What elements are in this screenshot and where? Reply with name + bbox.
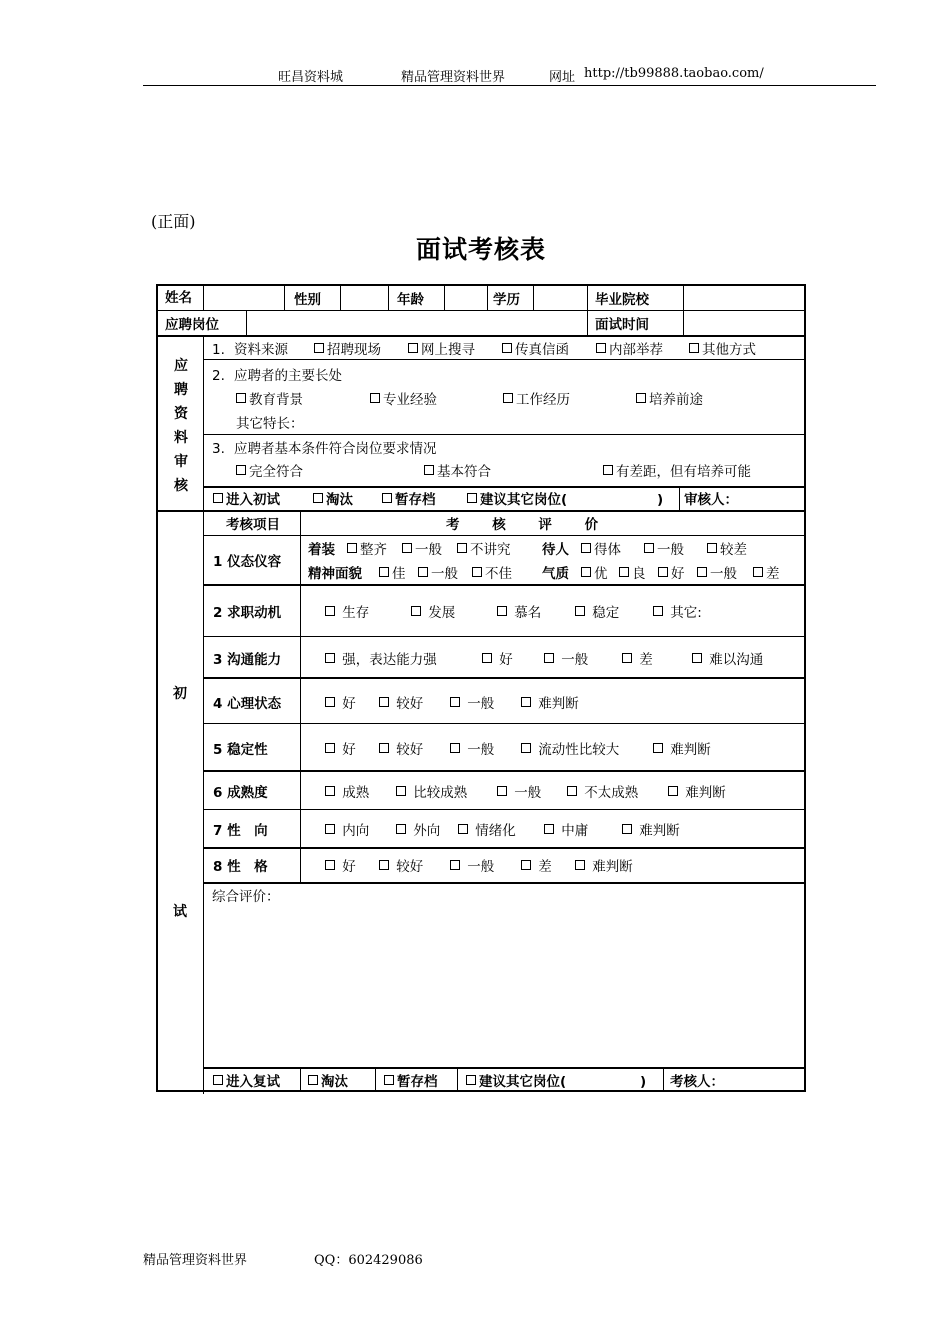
item-option[interactable]: 一般 <box>450 696 494 712</box>
review-decision[interactable]: 暂存档 <box>382 492 436 508</box>
checkbox-icon <box>213 1075 223 1085</box>
checkbox-icon <box>753 567 763 577</box>
checkbox-icon <box>325 860 335 870</box>
checkbox-icon <box>497 786 507 796</box>
checkbox-icon <box>408 343 418 353</box>
footer-left: 精品管理资料世界 <box>143 1253 248 1268</box>
item-option[interactable]: 不太成熟 <box>567 785 638 801</box>
q1-option[interactable]: 其他方式 <box>689 342 756 358</box>
checkbox-icon <box>450 743 460 753</box>
checkbox-icon <box>619 567 629 577</box>
q2-option[interactable]: 培养前途 <box>636 392 703 408</box>
checkbox-icon <box>457 543 467 553</box>
manner-option[interactable]: 较差 <box>707 542 747 558</box>
checkbox-icon <box>396 786 406 796</box>
review-section-label: 应 聘 资 料 审 核 <box>174 358 188 494</box>
checkbox-icon <box>521 860 531 870</box>
item-option[interactable]: 好 <box>482 652 513 668</box>
checkbox-icon <box>575 606 585 616</box>
q2-other-label: 其它特长： <box>236 416 304 432</box>
checkbox-icon <box>379 743 389 753</box>
summary-field[interactable] <box>208 908 800 1060</box>
q2-number: 2. <box>212 368 225 384</box>
item-option[interactable]: 难判断 <box>653 742 711 758</box>
checkbox-icon <box>467 493 477 503</box>
header-slogan: 精品管理资料世界 <box>401 70 506 85</box>
reviewer-label: 审核人： <box>684 492 738 508</box>
item-option[interactable]: 其它: <box>653 605 702 621</box>
item-label: 8 性 格 <box>213 859 268 875</box>
q1-number: 1. <box>212 342 225 358</box>
dress-option[interactable]: 不讲究 <box>457 542 511 558</box>
checkbox-icon <box>313 493 323 503</box>
checkbox-icon <box>689 343 699 353</box>
spirit-label: 精神面貌 <box>308 566 362 582</box>
checkbox-icon <box>379 860 389 870</box>
temper-option[interactable]: 优 <box>581 566 608 582</box>
item-option[interactable]: 一般 <box>450 742 494 758</box>
checkbox-icon <box>544 653 554 663</box>
item-option[interactable]: 好 <box>325 696 356 712</box>
item-option[interactable]: 流动性比较大 <box>521 742 619 758</box>
item-option[interactable]: 一般 <box>544 652 588 668</box>
item-option[interactable]: 强，表达能力强 <box>325 652 437 668</box>
checkbox-icon <box>692 653 702 663</box>
spirit-option[interactable]: 一般 <box>418 566 458 582</box>
item-option[interactable]: 一般 <box>497 785 541 801</box>
checkbox-icon <box>314 343 324 353</box>
col-header-eval: 考 核 评 价 <box>446 517 613 533</box>
checkbox-icon <box>450 697 460 707</box>
interview-form <box>156 284 806 1092</box>
checkbox-icon <box>325 743 335 753</box>
checkbox-icon <box>384 1075 394 1085</box>
checkbox-icon <box>213 493 223 503</box>
spirit-option[interactable]: 佳 <box>379 566 406 582</box>
item-option[interactable]: 差 <box>622 652 653 668</box>
checkbox-icon <box>411 606 421 616</box>
checkbox-icon <box>472 567 482 577</box>
checkbox-icon <box>325 606 335 616</box>
checkbox-icon <box>668 786 678 796</box>
checkbox-icon <box>325 653 335 663</box>
dress-label: 着装 <box>308 542 335 558</box>
checkbox-icon <box>653 606 663 616</box>
q3-option[interactable]: 完全符合 <box>236 464 303 480</box>
item-option[interactable]: 难以沟通 <box>692 652 763 668</box>
item-option[interactable]: 稳定 <box>575 605 619 621</box>
review-suggest-close: ) <box>657 492 664 508</box>
q1-option[interactable]: 传真信函 <box>502 342 569 358</box>
form-title: 面试考核表 <box>415 235 546 264</box>
checkbox-icon <box>544 824 554 834</box>
q1-option[interactable]: 网上搜寻 <box>408 342 475 358</box>
summary-label: 综合评价： <box>212 889 280 905</box>
interviewer-label: 考核人： <box>670 1074 724 1090</box>
checkbox-icon <box>653 743 663 753</box>
item-option[interactable]: 好 <box>325 742 356 758</box>
item-option[interactable]: 比较成熟 <box>396 785 467 801</box>
checkbox-icon <box>575 860 585 870</box>
item-option[interactable]: 难判断 <box>521 696 579 712</box>
item-option[interactable]: 发展 <box>411 605 455 621</box>
checkbox-icon <box>396 824 406 834</box>
item-option[interactable]: 情绪化 <box>458 823 516 839</box>
spirit-option[interactable]: 不佳 <box>472 566 512 582</box>
interview-decision[interactable]: 暂存档 <box>384 1074 438 1090</box>
item-option[interactable]: 内向 <box>325 823 369 839</box>
checkbox-icon <box>503 393 513 403</box>
item-label: 1 仪态仪容 <box>213 554 282 570</box>
checkbox-icon <box>236 393 246 403</box>
item-option[interactable]: 较好 <box>379 742 423 758</box>
checkbox-icon <box>458 824 468 834</box>
item-label: 5 稳定性 <box>213 742 268 758</box>
checkbox-icon <box>521 743 531 753</box>
col-header-item: 考核项目 <box>226 517 280 533</box>
item-option[interactable]: 生存 <box>325 605 369 621</box>
interview-section-char: 初 <box>173 686 187 702</box>
checkbox-icon <box>347 543 357 553</box>
checkbox-icon <box>370 393 380 403</box>
checkbox-icon <box>603 465 613 475</box>
q1-option[interactable]: 招聘现场 <box>314 342 381 358</box>
q3-number: 3. <box>212 441 225 457</box>
checkbox-icon <box>497 606 507 616</box>
item-label: 7 性 向 <box>213 823 268 839</box>
temper-option[interactable]: 良 <box>619 566 646 582</box>
checkbox-icon <box>521 697 531 707</box>
q2-option[interactable]: 工作经历 <box>503 392 570 408</box>
checkbox-icon <box>697 567 707 577</box>
manner-option[interactable]: 一般 <box>644 542 684 558</box>
checkbox-icon <box>382 493 392 503</box>
checkbox-icon <box>450 860 460 870</box>
q3-option[interactable]: 基本符合 <box>424 464 491 480</box>
checkbox-icon <box>567 786 577 796</box>
item-option[interactable]: 好 <box>325 859 356 875</box>
q1-text: 资料来源 <box>234 342 288 358</box>
checkbox-icon <box>622 653 632 663</box>
checkbox-icon <box>325 697 335 707</box>
item-option[interactable]: 难判断 <box>575 859 633 875</box>
item-option[interactable]: 较好 <box>379 696 423 712</box>
item-option[interactable]: 外向 <box>396 823 440 839</box>
temper-option[interactable]: 一般 <box>697 566 737 582</box>
checkbox-icon <box>636 393 646 403</box>
item-option[interactable]: 难判断 <box>668 785 726 801</box>
checkbox-icon <box>581 567 591 577</box>
checkbox-icon <box>424 465 434 475</box>
interview-suggest[interactable]: 建议其它岗位( <box>466 1074 566 1090</box>
header-url-label: 网址 <box>549 70 576 85</box>
checkbox-icon <box>502 343 512 353</box>
header-shop: 旺昌资料城 <box>278 70 344 85</box>
review-suggest[interactable]: 建议其它岗位( <box>467 492 567 508</box>
header-url[interactable]: http://tb99888.taobao.com/ <box>584 66 764 81</box>
school-label: 毕业院校 <box>595 292 649 308</box>
checkbox-icon <box>325 824 335 834</box>
checkbox-icon <box>707 543 717 553</box>
position-label: 应聘岗位 <box>165 317 219 333</box>
interview-decision[interactable]: 进入复试 <box>213 1074 280 1090</box>
item-option[interactable]: 较好 <box>379 859 423 875</box>
header-divider <box>143 85 876 86</box>
dress-option[interactable]: 一般 <box>402 542 442 558</box>
manner-label: 待人 <box>542 542 569 558</box>
q3-text: 应聘者基本条件符合岗位要求情况 <box>234 441 437 457</box>
gender-label: 性别 <box>294 292 321 308</box>
age-label: 年龄 <box>397 292 424 308</box>
name-label: 姓名 <box>165 290 192 306</box>
temper-label: 气质 <box>542 566 569 582</box>
checkbox-icon <box>644 543 654 553</box>
item-option[interactable]: 难判断 <box>622 823 680 839</box>
checkbox-icon <box>466 1075 476 1085</box>
checkbox-icon <box>596 343 606 353</box>
item-option[interactable]: 一般 <box>450 859 494 875</box>
checkbox-icon <box>325 786 335 796</box>
checkbox-icon <box>581 543 591 553</box>
review-decision[interactable]: 进入初试 <box>213 492 280 508</box>
q2-option[interactable]: 专业经验 <box>370 392 437 408</box>
item-option[interactable]: 中庸 <box>544 823 588 839</box>
interview-section-char: 试 <box>173 904 187 920</box>
item-option[interactable]: 差 <box>521 859 552 875</box>
q2-option[interactable]: 教育背景 <box>236 392 303 408</box>
review-decision[interactable]: 淘汰 <box>313 492 353 508</box>
manner-option[interactable]: 得体 <box>581 542 621 558</box>
checkbox-icon <box>379 697 389 707</box>
item-label: 4 心理状态 <box>213 696 282 712</box>
footer-qq: QQ：602429086 <box>314 1253 423 1268</box>
checkbox-icon <box>482 653 492 663</box>
item-label: 6 成熟度 <box>213 785 268 801</box>
item-label: 2 求职动机 <box>213 605 282 621</box>
q2-text: 应聘者的主要长处 <box>234 368 342 384</box>
item-label: 3 沟通能力 <box>213 652 282 668</box>
dress-option[interactable]: 整齐 <box>347 542 387 558</box>
time-label: 面试时间 <box>595 317 649 333</box>
interview-suggest-close: ) <box>640 1074 647 1090</box>
education-label: 学历 <box>493 292 520 308</box>
item-option[interactable]: 慕名 <box>497 605 541 621</box>
item-option[interactable]: 成熟 <box>325 785 369 801</box>
checkbox-icon <box>236 465 246 475</box>
temper-option[interactable]: 好 <box>658 566 685 582</box>
side-label: (正面) <box>151 212 196 231</box>
checkbox-icon <box>379 567 389 577</box>
checkbox-icon <box>308 1075 318 1085</box>
checkbox-icon <box>418 567 428 577</box>
checkbox-icon <box>622 824 632 834</box>
q1-option[interactable]: 内部举荐 <box>596 342 663 358</box>
interview-decision[interactable]: 淘汰 <box>308 1074 348 1090</box>
checkbox-icon <box>658 567 668 577</box>
temper-option[interactable]: 差 <box>753 566 780 582</box>
checkbox-icon <box>402 543 412 553</box>
page-header <box>0 66 950 86</box>
q3-option[interactable]: 有差距，但有培养可能 <box>603 464 751 480</box>
